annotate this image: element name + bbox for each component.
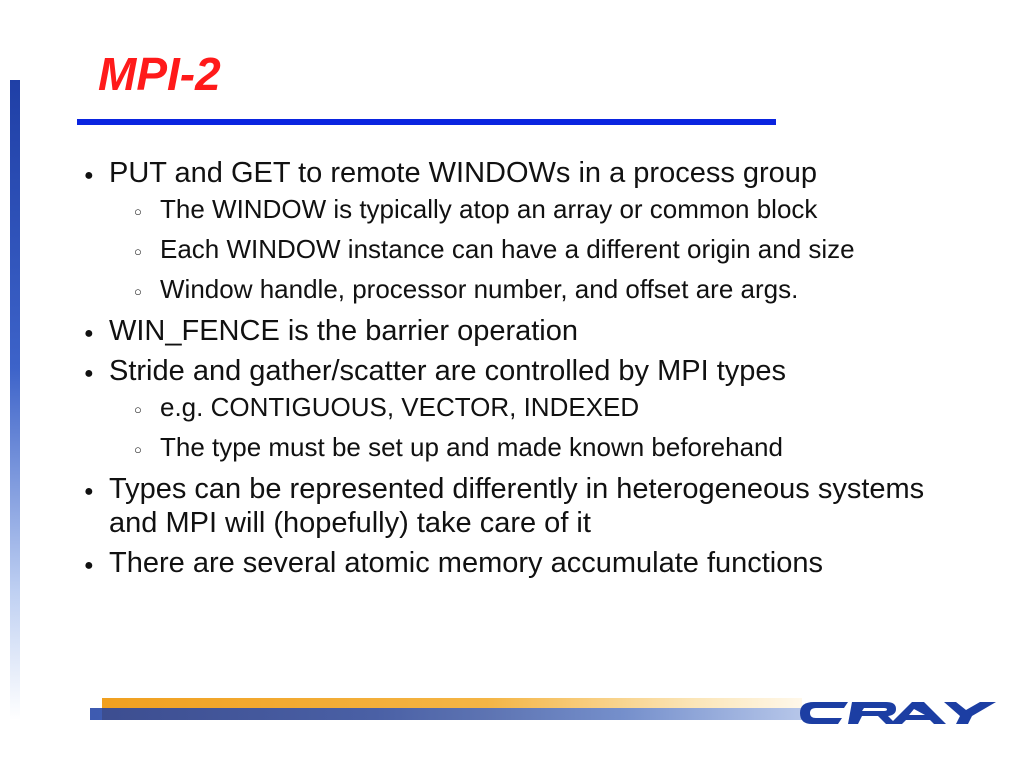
sub-bullet-marker: ○ (134, 204, 142, 219)
sub-bullet-list (109, 194, 944, 305)
sub-bullet-item (109, 274, 944, 305)
sub-bullet-list (109, 392, 944, 463)
sub-bullet-text: The type must be set up and made known beforehand (160, 432, 783, 462)
sub-bullet-text: The WINDOW is typically atop an array or common block (160, 194, 818, 224)
sub-bullet-item (109, 432, 944, 463)
bullet-item (84, 472, 944, 540)
bullet-marker: ● (84, 557, 94, 574)
left-accent-bar (10, 80, 20, 720)
sub-bullet-text: e.g. CONTIGUOUS, VECTOR, INDEXED (160, 392, 640, 422)
title-underline (77, 119, 776, 125)
bullet-list (84, 156, 944, 580)
slide-title: MPI-2 (98, 48, 221, 100)
sub-bullet-marker: ○ (134, 244, 142, 259)
bullet-item (84, 354, 944, 463)
bullet-item (84, 314, 944, 348)
sub-bullet-item (109, 234, 944, 265)
sub-bullet-marker: ○ (134, 402, 142, 417)
bullet-item (84, 546, 944, 580)
bullet-marker: ● (84, 483, 94, 500)
bullet-text: PUT and GET to remote WINDOWs in a process group (109, 157, 818, 189)
sub-bullet-text: Each WINDOW instance can have a different origin and size (160, 234, 855, 264)
cray-logo (800, 700, 996, 726)
bullet-text: There are several atomic memory accumulate functions (109, 547, 824, 579)
bullet-item (84, 156, 944, 305)
bullet-text: Types can be represented differently in heterogeneous systems and MPI will (hopefully) take care of it (109, 473, 925, 539)
bullet-text: Stride and gather/scatter are controlled by MPI types (109, 355, 787, 387)
sub-bullet-item (109, 392, 944, 423)
bullet-marker: ● (84, 325, 94, 342)
bullet-marker: ● (84, 167, 94, 184)
bottom-decorative-band-blue (90, 708, 802, 720)
sub-bullet-item (109, 194, 944, 225)
sub-bullet-marker: ○ (134, 284, 142, 299)
bullet-marker: ● (84, 365, 94, 382)
sub-bullet-marker: ○ (134, 442, 142, 457)
sub-bullet-text: Window handle, processor number, and offset are args. (160, 274, 799, 304)
bullet-text: WIN_FENCE is the barrier operation (109, 315, 578, 347)
slide-content (84, 156, 944, 586)
